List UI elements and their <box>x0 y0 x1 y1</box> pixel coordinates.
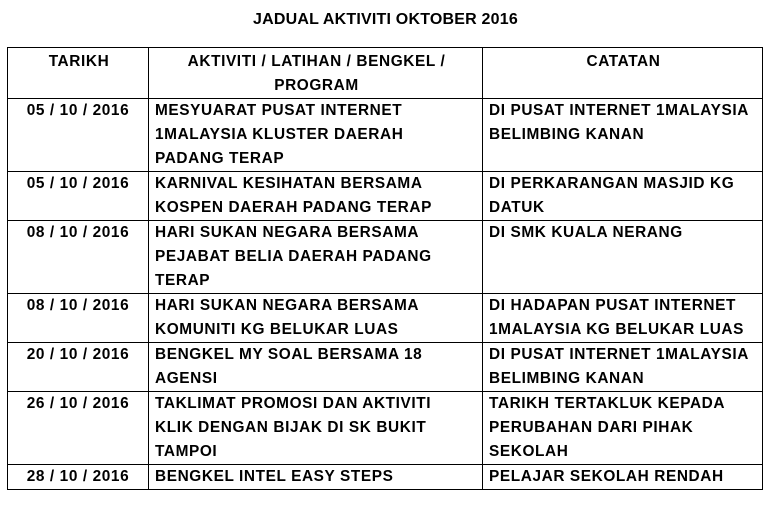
row-activity-cell: MESYUARAT PUSAT INTERNET 1MALAYSIA KLUSTER DAERAH PADANG TERAP <box>149 99 483 172</box>
row-activity-cell: KARNIVAL KESIHATAN BERSAMA KOSPEN DAERAH PADANG TERAP <box>149 172 483 221</box>
activity-schedule-table <box>7 47 763 490</box>
table-header-row <box>8 48 763 99</box>
table-row <box>8 294 763 343</box>
document-title: JADUAL AKTIVITI OKTOBER 2016 <box>253 11 518 28</box>
header-notes: CATATAN <box>483 48 763 99</box>
row-notes-cell: DI HADAPAN PUSAT INTERNET 1MALAYSIA KG BELUKAR LUAS <box>483 294 763 343</box>
row-date-cell: 08 / 10 / 2016 <box>8 294 149 343</box>
row-date-cell: 08 / 10 / 2016 <box>8 221 149 294</box>
header-activity: AKTIVITI / LATIHAN / BENGKEL / PROGRAM <box>149 48 483 99</box>
row-date-cell: 20 / 10 / 2016 <box>8 343 149 392</box>
row-notes-cell: DI PUSAT INTERNET 1MALAYSIA BELIMBING KANAN <box>483 99 763 172</box>
row-activity-cell: HARI SUKAN NEGARA BERSAMA KOMUNITI KG BELUKAR LUAS <box>149 294 483 343</box>
row-date-cell: 26 / 10 / 2016 <box>8 392 149 465</box>
row-date-cell: 05 / 10 / 2016 <box>8 99 149 172</box>
row-activity-cell: BENGKEL MY SOAL BERSAMA 18 AGENSI <box>149 343 483 392</box>
row-notes-cell: TARIKH TERTAKLUK KEPADA PERUBAHAN DARI PIHAK SEKOLAH <box>483 392 763 465</box>
row-notes-cell: DI PERKARANGAN MASJID KG DATUK <box>483 172 763 221</box>
row-notes-cell: PELAJAR SEKOLAH RENDAH <box>483 465 763 490</box>
row-notes-cell: DI PUSAT INTERNET 1MALAYSIA BELIMBING KANAN <box>483 343 763 392</box>
table-row <box>8 392 763 465</box>
row-activity-cell: HARI SUKAN NEGARA BERSAMA PEJABAT BELIA DAERAH PADANG TERAP <box>149 221 483 294</box>
row-activity-cell: BENGKEL INTEL EASY STEPS <box>149 465 483 490</box>
table-row <box>8 221 763 294</box>
row-activity-cell: TAKLIMAT PROMOSI DAN AKTIVITI KLIK DENGAN BIJAK DI SK BUKIT TAMPOI <box>149 392 483 465</box>
header-date: TARIKH <box>8 48 149 99</box>
row-date-cell: 05 / 10 / 2016 <box>8 172 149 221</box>
table-row <box>8 172 763 221</box>
table-row <box>8 99 763 172</box>
table-row <box>8 343 763 392</box>
table-row <box>8 465 763 490</box>
row-notes-cell: DI SMK KUALA NERANG <box>483 221 763 294</box>
row-date-cell: 28 / 10 / 2016 <box>8 465 149 490</box>
